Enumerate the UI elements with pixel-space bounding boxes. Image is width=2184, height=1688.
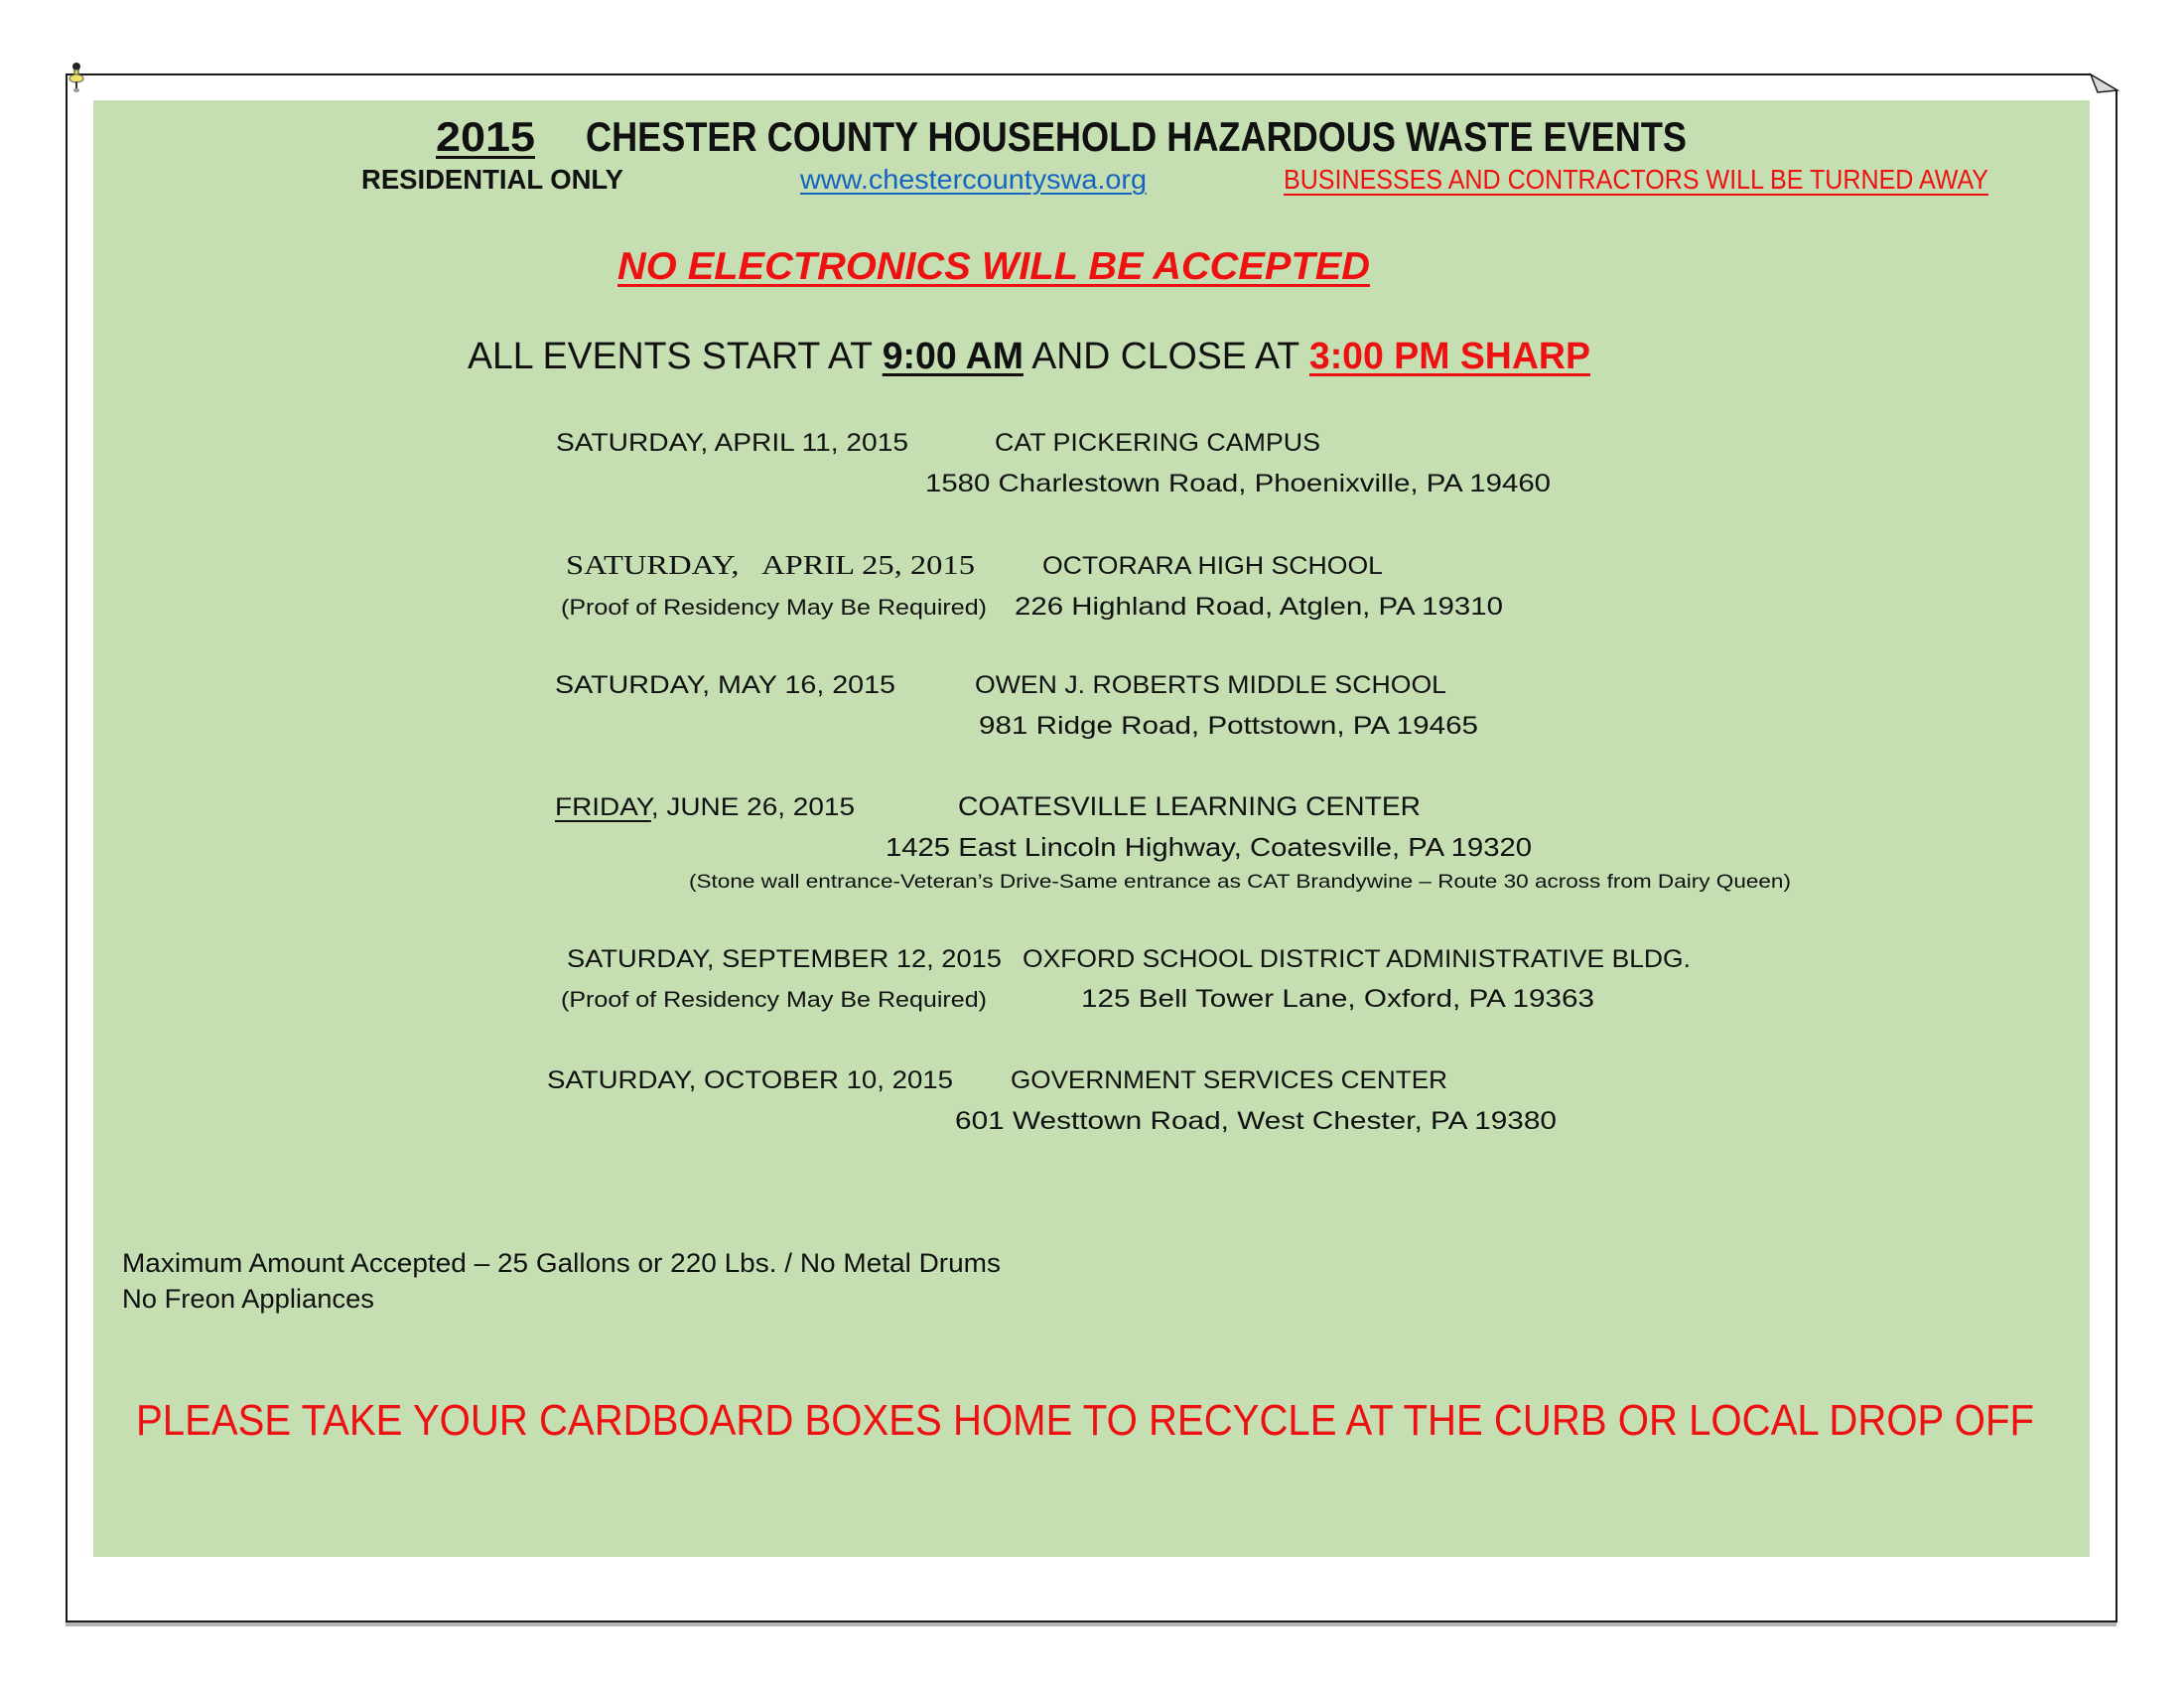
event-date — [555, 792, 855, 821]
no-electronics-notice: NO ELECTRONICS WILL BE ACCEPTED — [617, 245, 1370, 289]
event-location: GOVERNMENT SERVICES CENTER — [1011, 1065, 1447, 1094]
max-amount-text: Maximum Amount Accepted – 25 Gallons or 220 Lbs. / No Metal Drums — [122, 1247, 1001, 1278]
event-address: 125 Bell Tower Lane, Oxford, PA 19363 — [1081, 984, 1595, 1013]
event-address: 981 Ridge Road, Pottstown, PA 19465 — [979, 711, 1479, 740]
event-address: 1580 Charlestown Road, Phoenixville, PA 19460 — [925, 469, 1552, 497]
folded-corner-icon — [2089, 72, 2120, 94]
start-time: 9:00 AM — [882, 336, 1024, 378]
event-date: SATURDAY, MAY 16, 2015 — [555, 670, 895, 699]
event-location: OCTORARA HIGH SCHOOL — [1042, 551, 1384, 580]
event-date-rest: , JUNE 26, 2015 — [650, 792, 855, 821]
event-day: FRIDAY — [555, 792, 651, 821]
event-date: SATURDAY, SEPTEMBER 12, 2015 — [567, 944, 1002, 973]
residency-note: (Proof of Residency May Be Required) — [561, 595, 988, 621]
website-link[interactable]: www.chestercountyswa.org — [800, 163, 1148, 195]
event-hours — [468, 336, 1590, 378]
event-date: SATURDAY, APRIL 25, 2015 — [566, 549, 976, 580]
event-date: SATURDAY, OCTOBER 10, 2015 — [547, 1065, 953, 1094]
residential-only-label: RESIDENTIAL ONLY — [361, 163, 624, 195]
event-location: COATESVILLE LEARNING CENTER — [958, 790, 1421, 821]
pushpin-icon — [68, 62, 85, 93]
year-heading: 2015 — [436, 112, 535, 160]
event-directions: (Stone wall entrance-Veteran’s Drive-Same entrance as CAT Brandywine – Route 30 across from Dairy Queen) — [689, 871, 1791, 893]
flyer-background — [93, 100, 2090, 1557]
event-date: SATURDAY, APRIL 11, 2015 — [556, 428, 909, 457]
businesses-warning: BUSINESSES AND CONTRACTORS WILL BE TURNED AWAY — [1284, 163, 1989, 195]
freon-text: No Freon Appliances — [122, 1283, 374, 1314]
page-title: CHESTER COUNTY HOUSEHOLD HAZARDOUS WASTE EVENTS — [586, 112, 1687, 160]
event-location: OXFORD SCHOOL DISTRICT ADMINISTRATIVE BLDG. — [1023, 944, 1691, 973]
event-address: 601 Westtown Road, West Chester, PA 19380 — [955, 1106, 1557, 1135]
event-address: 226 Highland Road, Atglen, PA 19310 — [1015, 592, 1504, 621]
event-address: 1425 East Lincoln Highway, Coatesville, PA 19320 — [886, 831, 1533, 862]
end-time: 3:00 PM SHARP — [1308, 336, 1590, 378]
hours-middle: AND CLOSE AT — [1023, 336, 1309, 378]
hours-prefix: ALL EVENTS START AT — [468, 336, 883, 378]
cardboard-notice: PLEASE TAKE YOUR CARDBOARD BOXES HOME TO RECYCLE AT THE CURB OR LOCAL DROP OFF — [136, 1396, 2034, 1446]
page-right-edge — [2116, 90, 2117, 1622]
event-location: OWEN J. ROBERTS MIDDLE SCHOOL — [975, 670, 1447, 699]
event-location: CAT PICKERING CAMPUS — [995, 428, 1320, 457]
residency-note: (Proof of Residency May Be Required) — [561, 987, 988, 1013]
